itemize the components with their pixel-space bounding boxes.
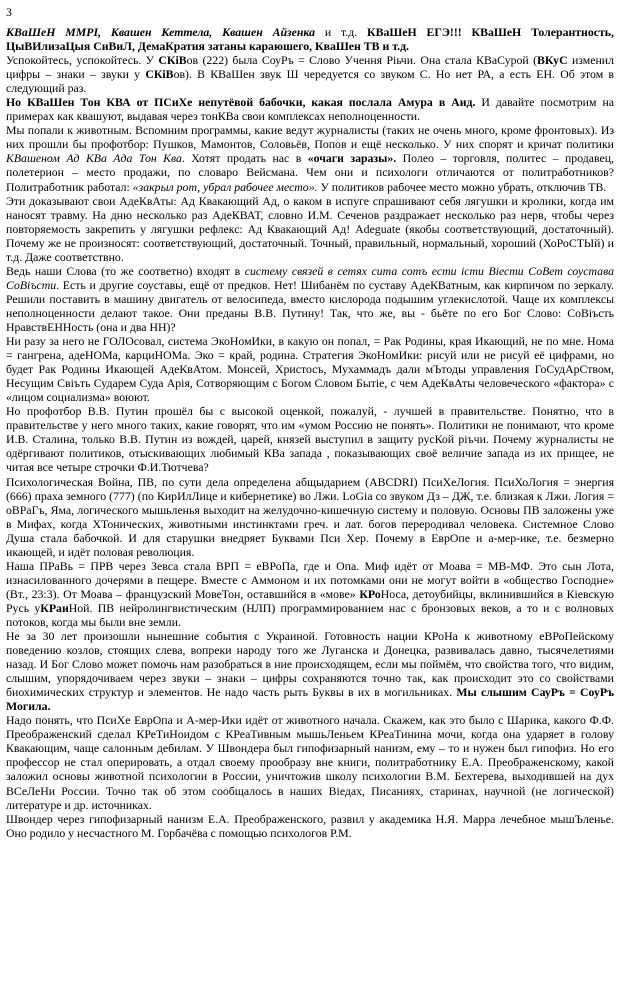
text-run: КВаШеН ЕГЭ!!! КВаШеН Толерантность, ЦыВИлизаЦыя СиВиЛ, ДемаКратия затаны караюшего, КваШен ТВ и т.д. bbox=[6, 25, 614, 54]
text-run: и т.д. bbox=[315, 25, 368, 39]
paragraph bbox=[6, 475, 614, 559]
document-body bbox=[6, 25, 614, 840]
text-run: Не за 30 лет произошли нынешние события с Украиной. Готовность нации КРоНа к животному еВРоПейскому поведению козлов, стоящих слева, вопреки народу того же Луганска и Донецка, развивалась давно, тысячелетиями назад. И Бог Слово может помочь нам разобраться в ние происходящем, если мы поймём, что свойства того, что видим, слышим, упорядочиваем через звуки – знаки – цифры сохраняются точно так, как происходит это со свойствами биохимических структур и элементов. Не надо часть рыть Буквы в их в могильниках. bbox=[6, 629, 614, 700]
paragraph bbox=[6, 123, 614, 193]
text-run: «закрыл рот, убрал рабочее место». bbox=[132, 179, 318, 194]
text-run: Психологическая Война, ПВ, по сути дела определена абщыдарием (ABCDRI) ПсиХеЛогия. ПсиХоЛогия = энергия (666) праха земного (777) (по КирИлЛице и кибернетике) во Лжи. LoGia со звуком Дз – ДЖ, т.е. близкая к Лжи. Логия = оВРаГъ, Яма, логического мышьленья выходит на желудочно-кишечную систему и половую. Основы ПВ заложены уже в Мифах, когда ХТонических, животными инстинктами греч. и лат. богов переродивал человека. Системное Слово Душа стала бабочкой. И для старушки внедряет Буквами Пси Хер. Почему в ЕврОпе и а-мер-ике, т.е. безмерно икающей, и идёт половая революция. bbox=[6, 474, 614, 559]
text-run: У политиков рабочее место можно убрать, отключив ТВ. bbox=[317, 179, 607, 194]
text-run: «очаги заразы». bbox=[307, 151, 397, 166]
text-run: Ведь наши Слова (то же соответно) входят в bbox=[6, 263, 245, 278]
text-run: КРо bbox=[359, 586, 381, 601]
page-number: 3 bbox=[6, 5, 12, 19]
paragraph bbox=[6, 404, 614, 474]
paragraph bbox=[6, 194, 614, 264]
paragraph bbox=[6, 334, 614, 404]
text-run: СКіВ bbox=[158, 53, 187, 68]
text-run: Полео – торговля, политес – продавец, полетерион – место продажи, по словаро Вейсмана. Чем они и психологи отличаются от политработников? Политработник работал: bbox=[6, 151, 614, 194]
paragraph bbox=[6, 53, 614, 95]
text-run: Ни разу за него не ГОЛОсовал, система ЭкоНомИки, в какую он попал, = Рак Родины, края Икающий, не по мне. Нома = гангрена, адеНОМа, карциНОМа. Эко = край, родина. Стратегия ЭкоНомИки: рисуй или не рисуй её цифрами, но будет Рак Родины Икающей АдеКвАтом. Монсей, Христосъ, Мухаммадъ дали мЪтоды управления ГоСудАрСтвом, Несущим Свіъть Сударем Суда Арія, Сотворяющим с Богом Словом Бытіе, с чем АдеКвАты человеческого «фактора» с «лицом социализма» воюют. bbox=[6, 334, 614, 405]
text-run: И давайте посмотрим на примерах как квашуют, выдавая через тонКВа свои комплексах неполноценности. bbox=[6, 95, 614, 124]
text-run: ов (222) была СоуРъ = Слово Учення Ріьчи. Она стала КВаСурой ( bbox=[186, 53, 538, 68]
text-run: Носа, детоубийцы, вклинившийся в Кіевскую Русь у bbox=[6, 586, 614, 615]
paragraph bbox=[6, 95, 614, 123]
text-run: КВаШеН ММРІ, Квашен Кеттела, Квашен Айзенка bbox=[6, 25, 316, 39]
text-run: Но профотбор В.В. Путин прошёл бы с высокой оценкой, пожалуй, - лучшей в правительстве. Понятно, что в правительстве у него много таких, какие говорят, что им «умом Россию не понять». Политики не понимают, что кроме И.В. Сталина, только В.В. Путин из вождей, царей, князей выступил в защиту русКой ріъчи. Почему журналисты не одёргивают политиков, отыскивающих любимый КВа запада , показывающих своё величие запада из их прищее, не читая все четыре строчки Ф.И.Тютчева? bbox=[6, 404, 614, 475]
paragraph bbox=[6, 812, 614, 840]
text-run: Но КВаШен Тон КВА от ПСиХе непутёвой бабочки, какая послала Амура в Аид. bbox=[6, 95, 476, 110]
text-run: КРаи bbox=[40, 600, 69, 615]
text-run: Эти доказывают свои АдеКвАты: Ад Квакающий Ад, о каком в испуге спрашивают себя лягушки и кролики, когда им наносят травму. На дню несколько раз АдеКВАТ, словно И.М. Сеченов раздражает несколько раз нерв, чтобы через повторяемость закрепить у лягушки рефлекс: Ад Квакающий Ад! Adeguate (якобы соответствующий, достаточный). Почему же не произносят: соответствующий, достаточный. Точный, правильный, нормальный, хороший (ХоРоСТЫй) и т.д. Даже соответствно. bbox=[6, 193, 614, 264]
text-run: Швондер через гипофизарный нанизм Е.А. Преображенского, развил у академика Н.Я. Марра лечебное мышЪленье. Оно родило у несчастного М. Горбачёва с помощью психологов Р.М. bbox=[6, 811, 614, 840]
paragraph bbox=[6, 713, 614, 811]
text-run: СКіВ bbox=[145, 67, 174, 82]
paragraph bbox=[6, 25, 614, 53]
text-run: Надо понять, что ПсиХе ЕврОпа и А-мер-Ики идёт от животного начала. Скажем, как это было с Шарика, какого Ф.Ф. Преображенский сделал КРеТиНоидом с КРеаТивным мышьЛеньем КРеаТинина мочи, когда она ударяет в голову Квакающим, чаще салонным дебилам. У Швондера был гипофизарный нанизм, ему – то и нужен был гипофиз. Но его профессор не стал оперировать, а отдал своему прообразу вне книги, политработнику Е.А. Преображенскому, какой заложил основы животной психологии в России, уничтожив школу психологии В.М. Бехтерева, выходившей на дух ВСеЛеНи России. Точно так об этом сообщалось в наших Віедах, Писаниях, старинах, научной (не логической) литературе и др. источниках. bbox=[6, 713, 614, 812]
paragraph bbox=[6, 264, 614, 334]
text-run: . Хотят продать нас в bbox=[181, 151, 308, 166]
text-run: Наша ПРаВь = ПРВ через Зевса стала ВРП = еВРоПа, где и Опа. Миф идёт от Моава = МВ-МФ. Это сын Лота, изнасилованного дочерями в пещере. Вместе с Аммоном и их потомками они не могут войти в «общество Господне» (Вт., 23:3). От Моава – французский МовеТон, оставшийся в «мове» bbox=[6, 558, 614, 601]
text-run: изменил цифры – знаки – звуки у bbox=[6, 53, 614, 82]
text-run: систему связей в сетях сита сотъ ести істи Віести СоВет соустава СоВіъсти bbox=[6, 263, 615, 292]
text-run: Мы слышим СауРъ = СоуРъ Могила. bbox=[6, 685, 614, 714]
text-run: Ной. ПВ нейролингвистическим (НЛП) программированием нас с бронзовых веков, а то и с волновых потоков, когда мы были вне земли. bbox=[6, 600, 614, 629]
text-run: Успокойтесь, успокойтесь. У bbox=[6, 53, 159, 68]
text-run: ВКуС bbox=[537, 53, 568, 68]
text-run: КВашеном Ад КВа Ада Тон Ква bbox=[6, 151, 182, 166]
paragraph bbox=[6, 629, 614, 713]
text-run: Мы попали к животным. Вспомним программы, какие ведут журналисты (таких не очень много, кроме фронтовых). Из них прошли бы профотбор: Пушков, Мамонтов, Соловьёв, Попов и ещё несколько. У них спорят и кричат политики bbox=[6, 123, 614, 152]
paragraph bbox=[6, 559, 614, 629]
text-run: ов). В КВаШен звук Ш чередуется со звуком С. Но нет РА, а есть ЕН. Об этом в следующий раз. bbox=[6, 67, 614, 96]
text-run: . Есть и другие соуставы, ещё от предков. Нет! Шибанём по суставу АдеКВатным, как кирпичом по зеркалу. Решили поставить в машину двигатель от велосипеда, вместо кислорода подышим углекислотой. Чаще их комплексы неполноценности делают такое. Они преданы В.В. Путину! Так, что же, вы - бьёте по его Бог Слово: СоВіъсть НравствЕННость (она и два НН)? bbox=[6, 277, 614, 334]
